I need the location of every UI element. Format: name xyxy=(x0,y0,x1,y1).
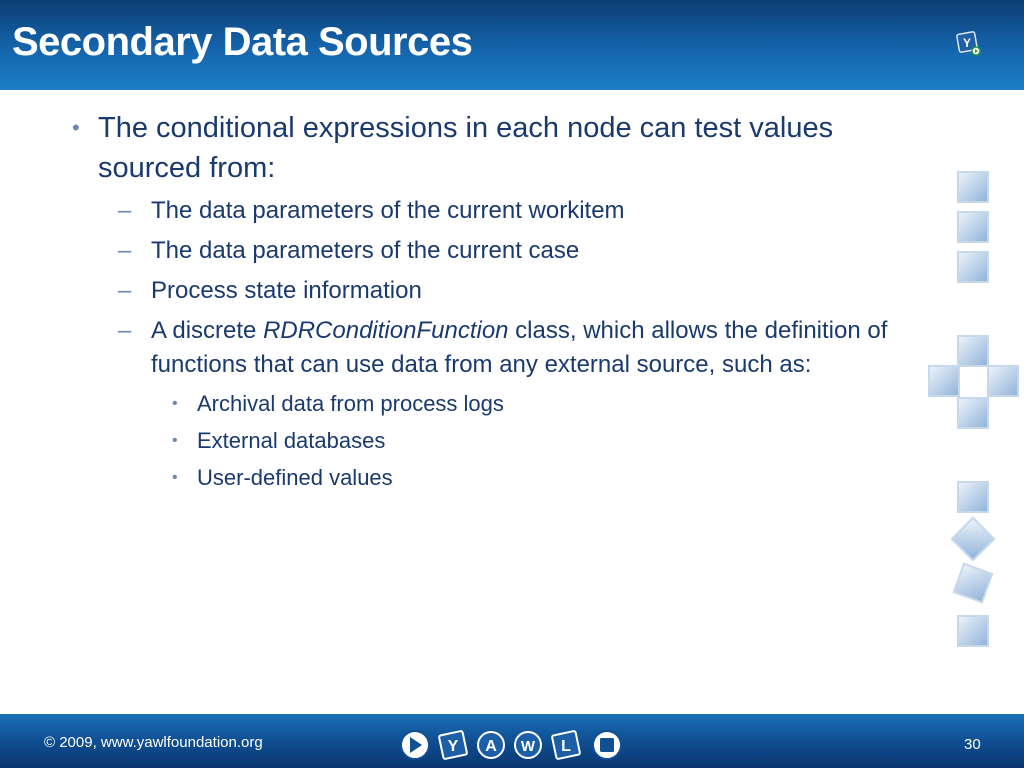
play-icon[interactable] xyxy=(401,731,429,759)
yawl-letter-a xyxy=(478,732,504,758)
bullet-dot-icon: • xyxy=(72,115,80,140)
dash-icon: – xyxy=(118,237,132,264)
sub-item xyxy=(72,234,912,268)
header-bar xyxy=(0,0,1024,90)
sub-sub-item xyxy=(72,389,912,419)
sub-item-discrete xyxy=(72,314,912,382)
bullet-text: The conditional expressions in each node can test values sourced from: xyxy=(98,112,834,184)
bullet-item xyxy=(72,108,912,188)
bullet-dot-icon: • xyxy=(172,432,178,449)
sub-item xyxy=(72,194,912,228)
slide-title: Secondary Data Sources xyxy=(12,20,473,64)
sub-sub-item-text: External databases xyxy=(197,428,386,453)
stop-icon[interactable] xyxy=(593,731,621,759)
bullet-dot-icon: • xyxy=(172,469,178,486)
bullet-dot-icon: • xyxy=(172,395,178,412)
tile-decoration xyxy=(920,160,1024,660)
sub-sub-item xyxy=(72,426,912,456)
yawl-nav-controls xyxy=(398,728,628,762)
sub-item xyxy=(72,274,912,308)
sub-sub-item-text: User-defined values xyxy=(197,465,393,490)
yawl-letter-y xyxy=(439,731,467,759)
nav-letter-y: Y xyxy=(447,738,459,755)
sub-item-text: The data parameters of the current workitem xyxy=(151,197,625,224)
yawl-letter-l xyxy=(552,731,580,759)
nav-letter-w: W xyxy=(520,738,536,755)
yawl-logo-icon xyxy=(955,30,981,56)
discrete-suffix: class, which allows the definition of functions that can use data from any external source, such as: xyxy=(151,317,888,378)
page-number: 30 xyxy=(964,736,981,753)
sub-item-text: The data parameters of the current case xyxy=(151,237,580,264)
dash-icon: – xyxy=(118,317,132,344)
nav-letter-l: L xyxy=(561,738,571,755)
dash-icon: – xyxy=(118,277,132,304)
copyright-text: © 2009, www.yawlfoundation.org xyxy=(44,734,263,751)
discrete-prefix: A discrete xyxy=(151,317,264,344)
sub-sub-item xyxy=(72,463,912,493)
footer-bar xyxy=(0,714,1024,768)
yawl-letter-w xyxy=(515,732,541,758)
class-name: RDRConditionFunction xyxy=(263,317,509,344)
nav-letter-a: A xyxy=(485,738,497,755)
sub-item-text: Process state information xyxy=(151,277,422,304)
dash-icon: – xyxy=(118,197,132,224)
slide-content xyxy=(72,108,912,493)
logo-letter: Y xyxy=(962,36,972,50)
sub-sub-item-text: Archival data from process logs xyxy=(197,391,504,416)
